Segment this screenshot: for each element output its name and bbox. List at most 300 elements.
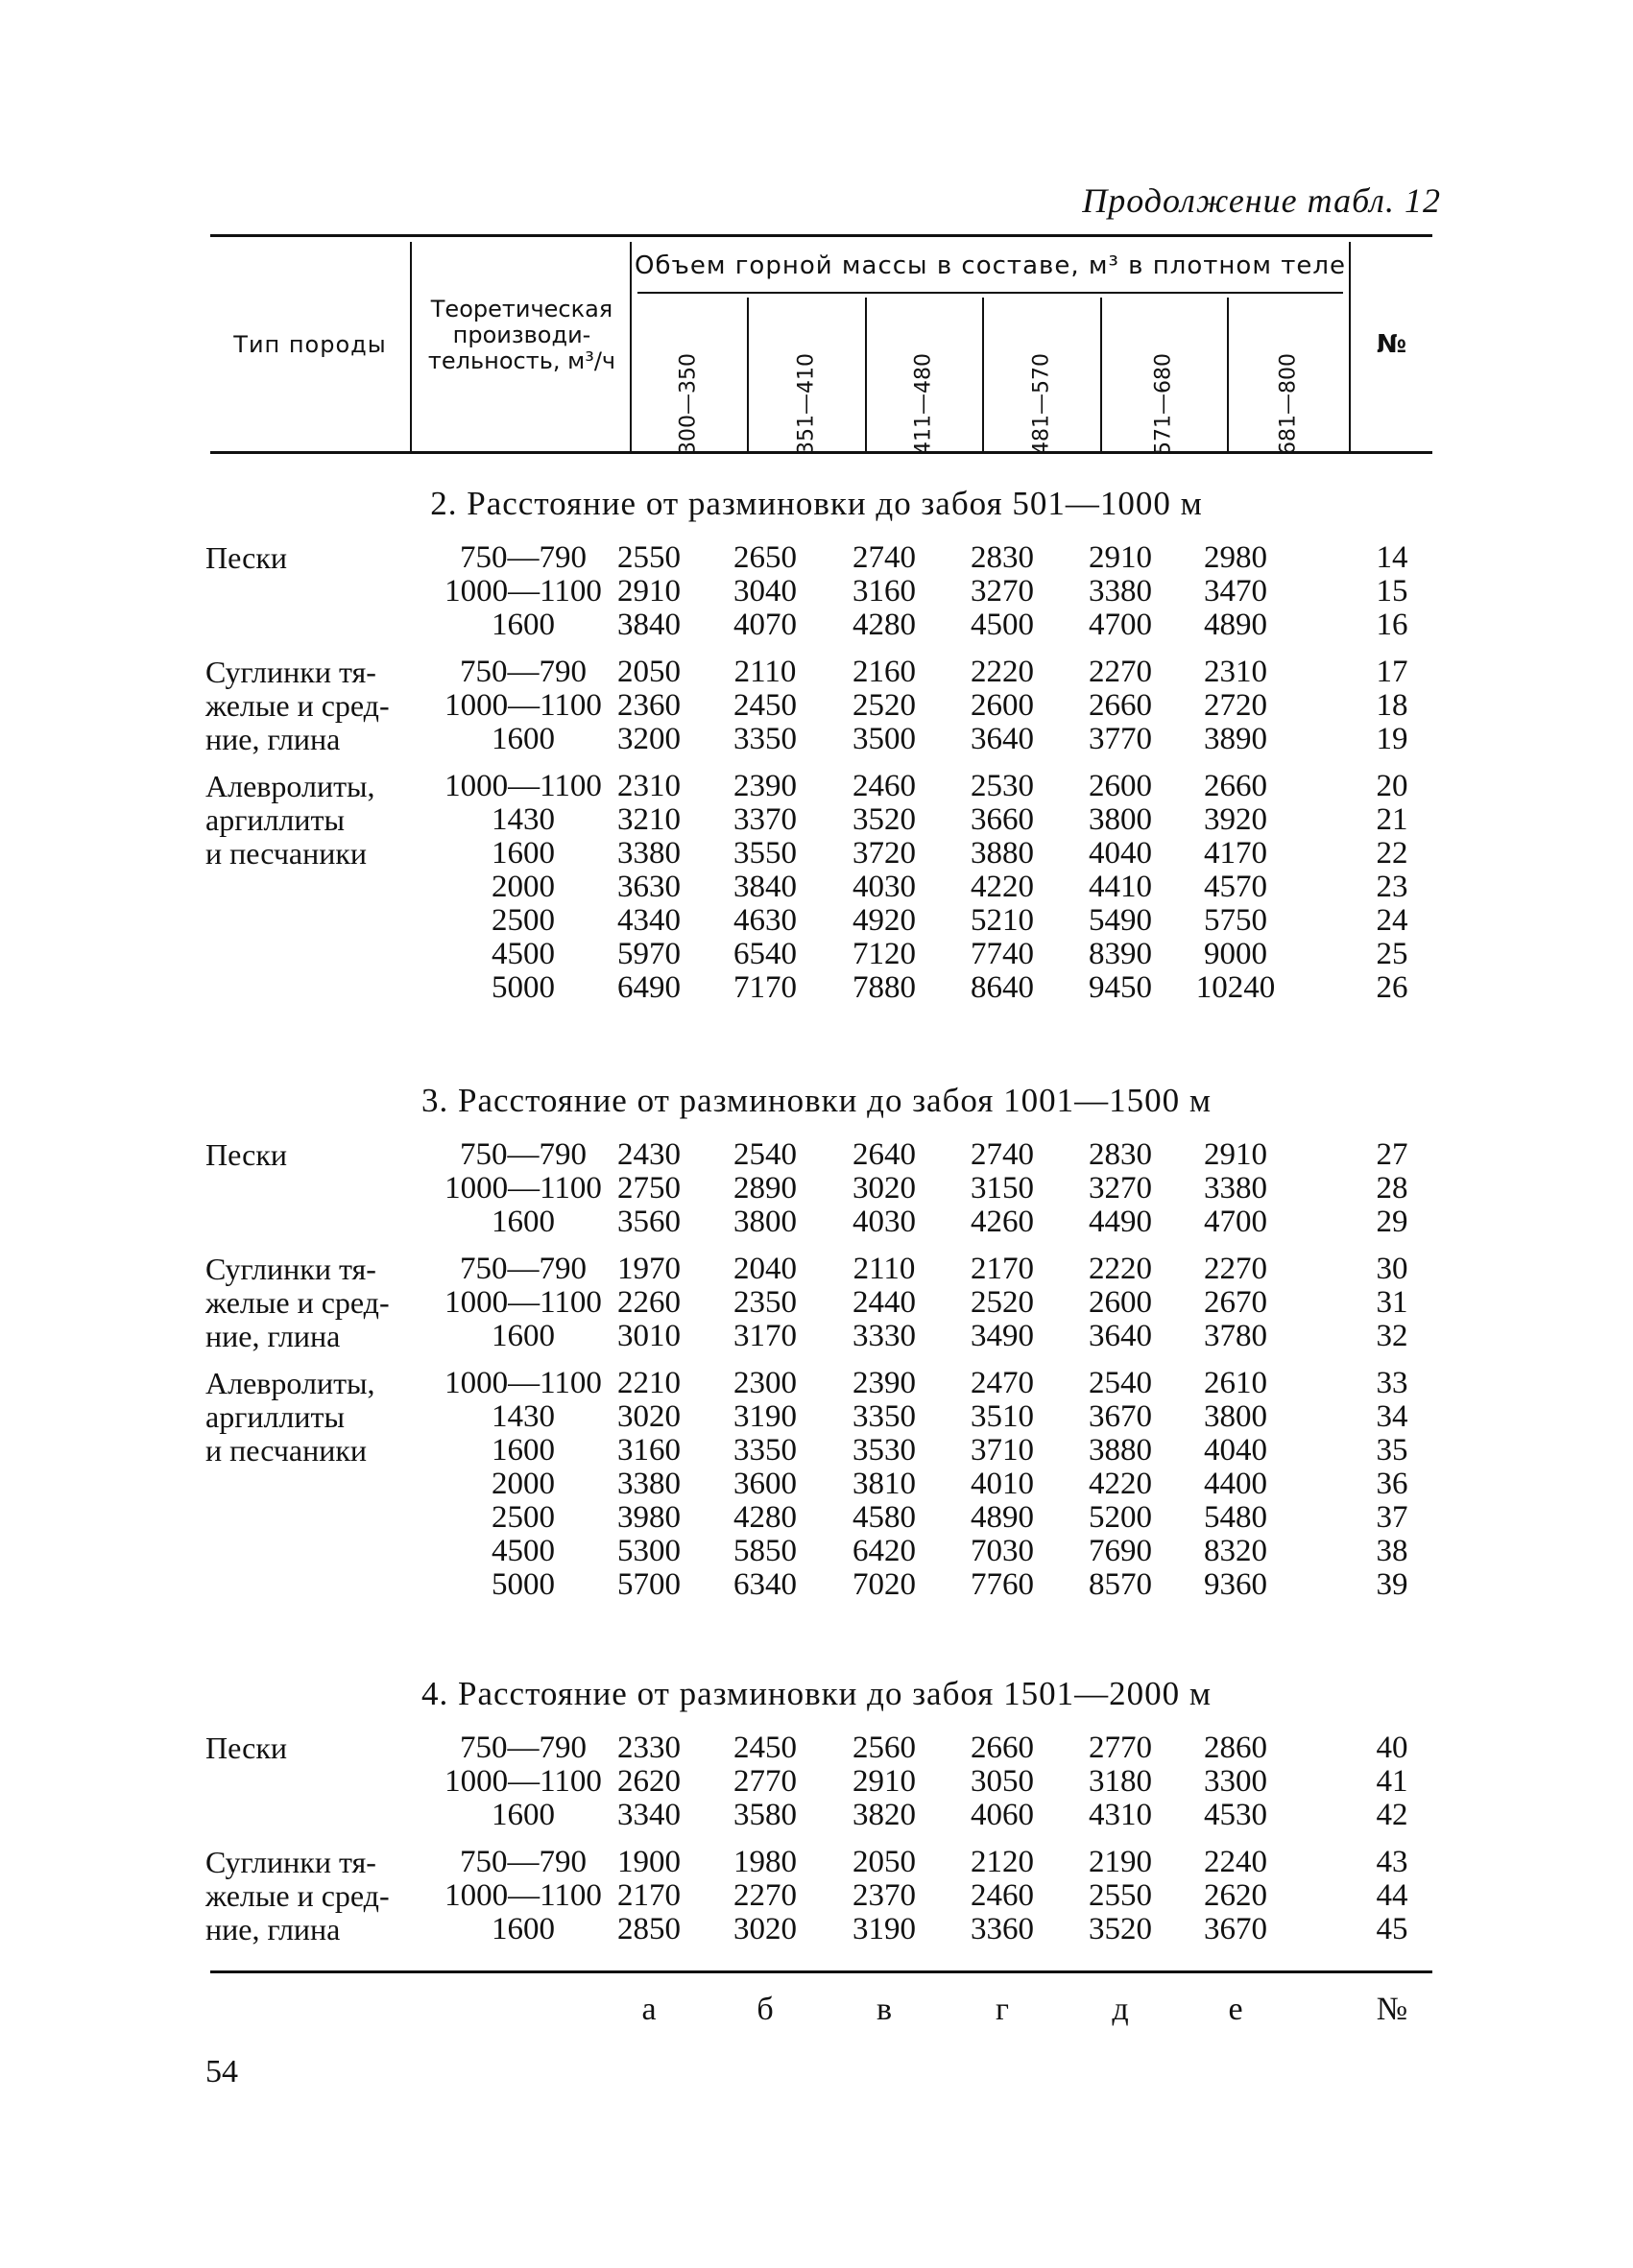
volume-range-label: 351—410 <box>794 353 818 456</box>
value-cell: 2460 <box>853 769 916 803</box>
value-cell: 2160 <box>853 655 916 689</box>
table-row <box>0 1137 1633 1172</box>
value-cell: 2220 <box>971 655 1034 689</box>
volume-range-header <box>1100 296 1227 456</box>
number-header: № <box>1376 330 1407 359</box>
value-cell: 2850 <box>617 1912 681 1946</box>
value-cell: 2050 <box>617 655 681 689</box>
value-cell: 7120 <box>853 937 916 971</box>
section-title: 3. Расстояние от разминовки до забоя 1001—1500 м <box>421 1082 1212 1119</box>
row-number: 19 <box>1376 722 1408 756</box>
value-cell: 3350 <box>853 1399 916 1434</box>
row-number: 39 <box>1376 1567 1408 1602</box>
table-row <box>0 937 1633 971</box>
productivity-cell: 750—790 <box>460 1731 587 1765</box>
value-cell: 4410 <box>1089 870 1152 904</box>
value-cell: 5490 <box>1089 903 1152 938</box>
value-cell: 4280 <box>733 1500 797 1535</box>
value-cell: 6490 <box>617 970 681 1005</box>
volume-range-header <box>982 296 1100 456</box>
value-cell: 2440 <box>853 1285 916 1320</box>
value-cell: 3470 <box>1204 574 1267 609</box>
productivity-cell: 1430 <box>492 1399 555 1434</box>
value-cell: 2270 <box>1089 655 1152 689</box>
productivity-cell: 1600 <box>492 1205 555 1239</box>
value-cell: 7020 <box>853 1567 916 1602</box>
value-cell: 2120 <box>971 1845 1034 1879</box>
value-cell: 4570 <box>1204 870 1267 904</box>
value-cell: 2460 <box>971 1878 1034 1913</box>
table-row <box>0 688 1633 723</box>
productivity-cell: 5000 <box>492 1567 555 1602</box>
value-cell: 1970 <box>617 1252 681 1286</box>
rock-type: и песчаники <box>205 1433 368 1468</box>
value-cell: 2300 <box>733 1366 797 1400</box>
rock-type: Алевролиты, <box>205 1366 375 1400</box>
productivity-cell: 4500 <box>492 937 555 971</box>
value-cell: 7740 <box>971 937 1034 971</box>
row-number: 24 <box>1376 903 1408 938</box>
volume-range-label: 681—800 <box>1276 353 1300 456</box>
value-cell: 4170 <box>1204 836 1267 871</box>
value-cell: 2110 <box>853 1252 916 1286</box>
value-cell: 2830 <box>971 540 1034 575</box>
value-cell: 3380 <box>617 1467 681 1501</box>
value-cell: 7690 <box>1089 1534 1152 1568</box>
column-letter: № <box>1376 1992 1408 2027</box>
value-cell: 2050 <box>853 1845 916 1879</box>
row-number: 35 <box>1376 1433 1408 1468</box>
table-row <box>0 1252 1633 1286</box>
value-cell: 3840 <box>617 608 681 642</box>
value-cell: 5970 <box>617 937 681 971</box>
page-number: 54 <box>205 2054 238 2089</box>
table-row <box>0 1433 1633 1468</box>
value-cell: 2770 <box>733 1764 797 1799</box>
value-cell: 3510 <box>971 1399 1034 1434</box>
value-cell: 3050 <box>971 1764 1034 1799</box>
table-row <box>0 1731 1633 1765</box>
rock-type: Пески <box>205 540 287 575</box>
value-cell: 9000 <box>1204 937 1267 971</box>
value-cell: 2620 <box>1204 1878 1267 1913</box>
value-cell: 2270 <box>1204 1252 1267 1286</box>
value-cell: 3820 <box>853 1798 916 1832</box>
value-cell: 3810 <box>853 1467 916 1501</box>
value-cell: 2610 <box>1204 1366 1267 1400</box>
value-cell: 4700 <box>1089 608 1152 642</box>
rock-type: желые и сред- <box>205 688 390 723</box>
rock-type: желые и сред- <box>205 1285 390 1320</box>
rock-type: аргиллиты <box>205 802 345 837</box>
productivity-cell: 750—790 <box>460 1845 587 1879</box>
top-rule <box>210 234 1432 237</box>
table-row <box>0 655 1633 689</box>
value-cell: 2600 <box>1089 769 1152 803</box>
value-cell: 8570 <box>1089 1567 1152 1602</box>
rock-type: ние, глина <box>205 1912 341 1946</box>
row-number: 18 <box>1376 688 1408 723</box>
value-cell: 3560 <box>617 1205 681 1239</box>
productivity-cell: 1600 <box>492 836 555 871</box>
value-cell: 3710 <box>971 1433 1034 1468</box>
value-cell: 2660 <box>1089 688 1152 723</box>
table-row <box>0 1534 1633 1568</box>
table-row <box>0 574 1633 609</box>
value-cell: 3380 <box>1089 574 1152 609</box>
value-cell: 3350 <box>733 722 797 756</box>
value-cell: 5700 <box>617 1567 681 1602</box>
value-cell: 2430 <box>617 1137 681 1172</box>
value-cell: 2520 <box>971 1285 1034 1320</box>
value-cell: 3180 <box>1089 1764 1152 1799</box>
value-cell: 3200 <box>617 722 681 756</box>
value-cell: 4220 <box>1089 1467 1152 1501</box>
value-cell: 2910 <box>853 1764 916 1799</box>
productivity-cell: 750—790 <box>460 540 587 575</box>
value-cell: 2110 <box>733 655 797 689</box>
value-cell: 2330 <box>617 1731 681 1765</box>
table-row <box>0 769 1633 803</box>
table-row <box>0 1845 1633 1879</box>
value-cell: 2660 <box>971 1731 1034 1765</box>
value-cell: 2740 <box>853 540 916 575</box>
productivity-cell: 2000 <box>492 1467 555 1501</box>
rock-type: аргиллиты <box>205 1399 345 1434</box>
type-header: Тип породы <box>233 331 387 358</box>
value-cell: 2450 <box>733 1731 797 1765</box>
header-bottom-rule <box>210 451 1432 454</box>
value-cell: 3270 <box>1089 1171 1152 1206</box>
value-cell: 4280 <box>853 608 916 642</box>
value-cell: 2910 <box>1089 540 1152 575</box>
value-cell: 10240 <box>1195 970 1276 1005</box>
value-cell: 3600 <box>733 1467 797 1501</box>
value-cell: 2390 <box>733 769 797 803</box>
productivity-cell: 1000—1100 <box>444 574 602 609</box>
value-cell: 2170 <box>971 1252 1034 1286</box>
row-number: 23 <box>1376 870 1408 904</box>
rock-type: ние, глина <box>205 722 341 756</box>
continuation-label: Продолжение табл. 12 <box>1082 181 1441 220</box>
productivity-cell: 2000 <box>492 870 555 904</box>
row-number: 28 <box>1376 1171 1408 1206</box>
value-cell: 3020 <box>733 1912 797 1946</box>
value-cell: 2670 <box>1204 1285 1267 1320</box>
value-cell: 3380 <box>1204 1171 1267 1206</box>
value-cell: 2190 <box>1089 1845 1152 1879</box>
row-number: 14 <box>1376 540 1408 575</box>
table-row <box>0 870 1633 904</box>
value-cell: 2600 <box>1089 1285 1152 1320</box>
value-cell: 4040 <box>1204 1433 1267 1468</box>
column-letter: д <box>1112 1992 1129 2027</box>
row-number: 17 <box>1376 655 1408 689</box>
value-cell: 3370 <box>733 802 797 837</box>
productivity-cell: 1600 <box>492 1798 555 1832</box>
volume-range-label: 481—570 <box>1029 353 1053 456</box>
rock-type: Алевролиты, <box>205 769 375 803</box>
value-cell: 4060 <box>971 1798 1034 1832</box>
value-cell: 2170 <box>617 1878 681 1913</box>
value-cell: 3770 <box>1089 722 1152 756</box>
row-number: 29 <box>1376 1205 1408 1239</box>
column-letter: б <box>756 1992 774 2027</box>
value-cell: 4220 <box>971 870 1034 904</box>
rock-type: Суглинки тя- <box>205 1845 376 1879</box>
value-cell: 2220 <box>1089 1252 1152 1286</box>
table-row <box>0 1764 1633 1799</box>
value-cell: 3210 <box>617 802 681 837</box>
value-cell: 4500 <box>971 608 1034 642</box>
value-cell: 2350 <box>733 1285 797 1320</box>
value-cell: 2720 <box>1204 688 1267 723</box>
volume-range-header <box>1227 296 1349 456</box>
rock-type: Суглинки тя- <box>205 655 376 689</box>
value-cell: 2550 <box>1089 1878 1152 1913</box>
value-cell: 4030 <box>853 1205 916 1239</box>
value-cell: 4260 <box>971 1205 1034 1239</box>
rock-type: Пески <box>205 1731 287 1765</box>
value-cell: 3160 <box>853 574 916 609</box>
row-number: 40 <box>1376 1731 1408 1765</box>
row-number: 30 <box>1376 1252 1408 1286</box>
productivity-cell: 750—790 <box>460 655 587 689</box>
value-cell: 6540 <box>733 937 797 971</box>
value-cell: 9360 <box>1204 1567 1267 1602</box>
row-number: 20 <box>1376 769 1408 803</box>
productivity-cell: 5000 <box>492 970 555 1005</box>
productivity-cell: 1430 <box>492 802 555 837</box>
row-number: 36 <box>1376 1467 1408 1501</box>
productivity-header: Теоретическая производи-тельность, м³/ч <box>427 295 616 374</box>
volume-range-header <box>865 296 982 456</box>
table-row <box>0 970 1633 1005</box>
value-cell: 5850 <box>733 1534 797 1568</box>
value-cell: 4400 <box>1204 1467 1267 1501</box>
value-cell: 3360 <box>971 1912 1034 1946</box>
value-cell: 2830 <box>1089 1137 1152 1172</box>
column-letter: е <box>1228 1992 1243 2027</box>
value-cell: 8320 <box>1204 1534 1267 1568</box>
value-cell: 1900 <box>617 1845 681 1879</box>
productivity-cell: 1600 <box>492 1319 555 1353</box>
value-cell: 2540 <box>1089 1366 1152 1400</box>
table-row <box>0 1285 1633 1320</box>
productivity-cell: 1600 <box>492 722 555 756</box>
rock-type: ние, глина <box>205 1319 341 1353</box>
value-cell: 2540 <box>733 1137 797 1172</box>
value-cell: 4010 <box>971 1467 1034 1501</box>
rock-type: желые и сред- <box>205 1878 390 1913</box>
value-cell: 9450 <box>1089 970 1152 1005</box>
value-cell: 3020 <box>853 1171 916 1206</box>
value-cell: 2650 <box>733 540 797 575</box>
productivity-cell: 1000—1100 <box>444 688 602 723</box>
value-cell: 2980 <box>1204 540 1267 575</box>
value-cell: 5480 <box>1204 1500 1267 1535</box>
row-number: 34 <box>1376 1399 1408 1434</box>
value-cell: 4530 <box>1204 1798 1267 1832</box>
value-cell: 2450 <box>733 688 797 723</box>
table-row <box>0 1500 1633 1535</box>
productivity-cell: 1600 <box>492 1912 555 1946</box>
table-row <box>0 1366 1633 1400</box>
value-cell: 3270 <box>971 574 1034 609</box>
row-number: 37 <box>1376 1500 1408 1535</box>
value-cell: 3580 <box>733 1798 797 1832</box>
row-number: 42 <box>1376 1798 1408 1832</box>
value-cell: 3660 <box>971 802 1034 837</box>
table-row <box>0 1171 1633 1206</box>
column-letter: г <box>996 1992 1009 2027</box>
table-row <box>0 1878 1633 1913</box>
value-cell: 4920 <box>853 903 916 938</box>
value-cell: 2270 <box>733 1878 797 1913</box>
table-row <box>0 722 1633 756</box>
value-cell: 7880 <box>853 970 916 1005</box>
bottom-rule <box>210 1970 1432 1973</box>
value-cell: 2910 <box>1204 1137 1267 1172</box>
value-cell: 5750 <box>1204 903 1267 938</box>
row-number: 16 <box>1376 608 1408 642</box>
productivity-cell: 2500 <box>492 1500 555 1535</box>
value-cell: 3340 <box>617 1798 681 1832</box>
value-cell: 2600 <box>971 688 1034 723</box>
rock-type: Суглинки тя- <box>205 1252 376 1286</box>
value-cell: 3880 <box>971 836 1034 871</box>
row-number: 26 <box>1376 970 1408 1005</box>
value-cell: 2240 <box>1204 1845 1267 1879</box>
row-number: 27 <box>1376 1137 1408 1172</box>
value-cell: 5210 <box>971 903 1034 938</box>
value-cell: 3840 <box>733 870 797 904</box>
value-cell: 1980 <box>733 1845 797 1879</box>
value-cell: 2370 <box>853 1878 916 1913</box>
value-cell: 4700 <box>1204 1205 1267 1239</box>
row-number: 22 <box>1376 836 1408 871</box>
value-cell: 3300 <box>1204 1764 1267 1799</box>
value-cell: 3520 <box>853 802 916 837</box>
value-cell: 2860 <box>1204 1731 1267 1765</box>
value-cell: 3190 <box>853 1912 916 1946</box>
value-cell: 2390 <box>853 1366 916 1400</box>
value-cell: 4030 <box>853 870 916 904</box>
value-cell: 4890 <box>1204 608 1267 642</box>
row-number: 31 <box>1376 1285 1408 1320</box>
value-cell: 2530 <box>971 769 1034 803</box>
table-row <box>0 608 1633 642</box>
table-header <box>210 238 1432 456</box>
value-cell: 2520 <box>853 688 916 723</box>
value-cell: 3880 <box>1089 1433 1152 1468</box>
productivity-cell: 1000—1100 <box>444 1878 602 1913</box>
value-cell: 3780 <box>1204 1319 1267 1353</box>
table-row <box>0 1467 1633 1501</box>
value-cell: 3800 <box>1204 1399 1267 1434</box>
table-row <box>0 1319 1633 1353</box>
volume-title: Объем горной массы в составе, м³ в плотном теле <box>635 251 1346 280</box>
volume-range-header <box>747 296 865 456</box>
value-cell: 3530 <box>853 1433 916 1468</box>
value-cell: 2040 <box>733 1252 797 1286</box>
value-cell: 5300 <box>617 1534 681 1568</box>
value-cell: 3040 <box>733 574 797 609</box>
value-cell: 2550 <box>617 540 681 575</box>
value-cell: 2910 <box>617 574 681 609</box>
value-cell: 3160 <box>617 1433 681 1468</box>
table-row <box>0 1798 1633 1832</box>
row-number: 41 <box>1376 1764 1408 1799</box>
value-cell: 2660 <box>1204 769 1267 803</box>
productivity-cell: 750—790 <box>460 1252 587 1286</box>
value-cell: 2770 <box>1089 1731 1152 1765</box>
value-cell: 4890 <box>971 1500 1034 1535</box>
row-number: 15 <box>1376 574 1408 609</box>
section-title: 2. Расстояние от разминовки до забоя 501—1000 м <box>430 485 1203 522</box>
productivity-cell: 2500 <box>492 903 555 938</box>
value-cell: 3920 <box>1204 802 1267 837</box>
value-cell: 7030 <box>971 1534 1034 1568</box>
value-cell: 8390 <box>1089 937 1152 971</box>
value-cell: 3630 <box>617 870 681 904</box>
value-cell: 2210 <box>617 1366 681 1400</box>
productivity-cell: 1600 <box>492 608 555 642</box>
table-row <box>0 1912 1633 1946</box>
value-cell: 4040 <box>1089 836 1152 871</box>
volume-range-label: 571—680 <box>1151 353 1176 456</box>
value-cell: 3010 <box>617 1319 681 1353</box>
volume-range-label: 411—480 <box>911 353 936 456</box>
column-letter: а <box>641 1992 657 2027</box>
productivity-cell: 1000—1100 <box>444 1171 602 1206</box>
value-cell: 3020 <box>617 1399 681 1434</box>
row-number: 25 <box>1376 937 1408 971</box>
table-row <box>0 1567 1633 1602</box>
value-cell: 6340 <box>733 1567 797 1602</box>
value-cell: 3190 <box>733 1399 797 1434</box>
value-cell: 8640 <box>971 970 1034 1005</box>
value-cell: 2640 <box>853 1137 916 1172</box>
value-cell: 4580 <box>853 1500 916 1535</box>
value-cell: 2470 <box>971 1366 1034 1400</box>
value-cell: 3330 <box>853 1319 916 1353</box>
productivity-cell: 750—790 <box>460 1137 587 1172</box>
value-cell: 3380 <box>617 836 681 871</box>
column-letter: в <box>876 1992 893 2027</box>
productivity-cell: 1000—1100 <box>444 1285 602 1320</box>
productivity-cell: 1000—1100 <box>444 769 602 803</box>
value-cell: 2260 <box>617 1285 681 1320</box>
table-row <box>0 1205 1633 1239</box>
value-cell: 2310 <box>617 769 681 803</box>
value-cell: 2890 <box>733 1171 797 1206</box>
rock-type: Пески <box>205 1137 287 1172</box>
volume-range-label: 300—350 <box>676 353 701 456</box>
row-number: 45 <box>1376 1912 1408 1946</box>
value-cell: 5200 <box>1089 1500 1152 1535</box>
value-cell: 7760 <box>971 1567 1034 1602</box>
rock-type: и песчаники <box>205 836 368 871</box>
value-cell: 3800 <box>733 1205 797 1239</box>
value-cell: 4630 <box>733 903 797 938</box>
value-cell: 2740 <box>971 1137 1034 1172</box>
value-cell: 3150 <box>971 1171 1034 1206</box>
value-cell: 3500 <box>853 722 916 756</box>
value-cell: 3170 <box>733 1319 797 1353</box>
table-row <box>0 1399 1633 1434</box>
value-cell: 2750 <box>617 1171 681 1206</box>
